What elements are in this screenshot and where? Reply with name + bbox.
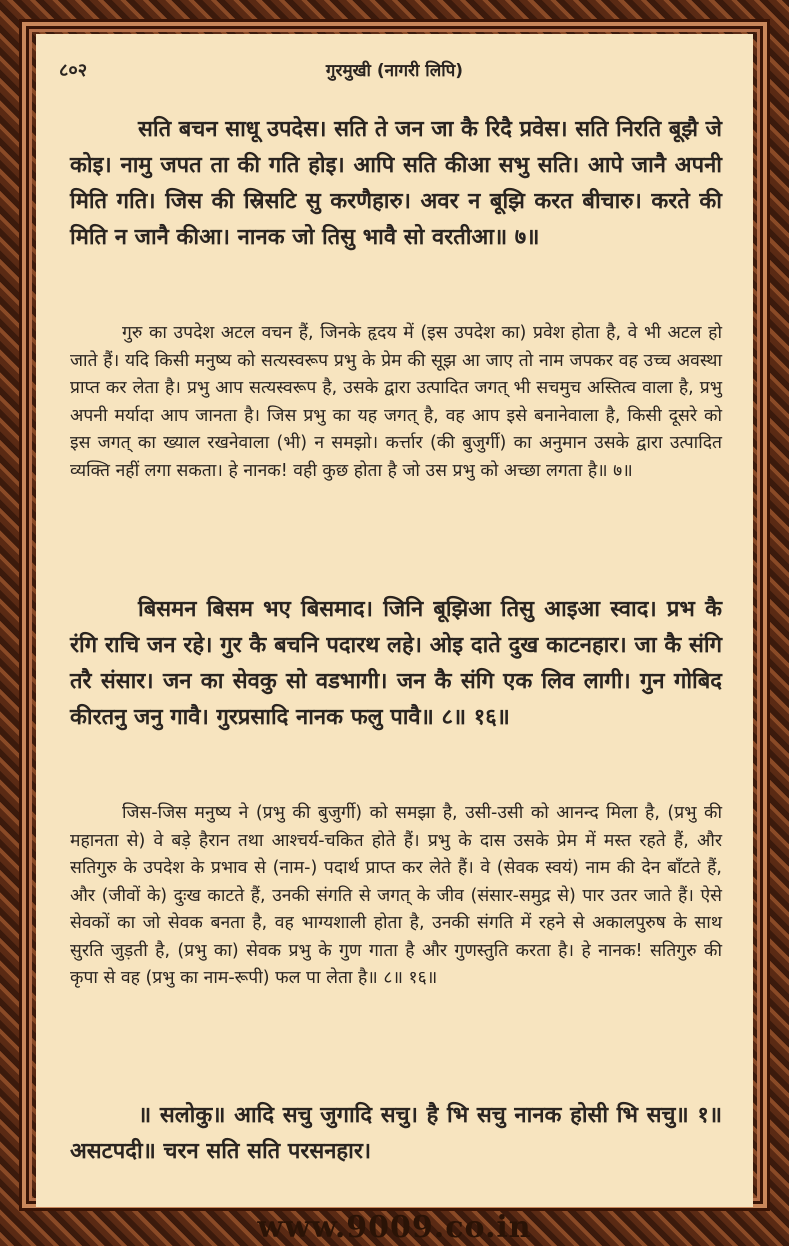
commentary-block-2	[70, 800, 722, 993]
page-title: गुरमुखी (नागरी लिपि)	[325, 61, 464, 81]
commentary-text: जिस-जिस मनुष्य ने (प्रभु की बुजुर्गी) को समझा है, उसी-उसी को आनन्द मिला है, (प्रभु की महानता से) वे बड़े हैरान तथा आश्चर्य-चकित होते हैं। प्रभु के दास उसके प्रेम में मस्त रहते हैं, और सतिगुरु के उपदेश के प्रभाव से (नाम-) पदार्थ प्राप्त कर लेते हैं। वे (सेवक स्वयं) नाम की देन बाँटते हैं, और (जीवों के) दुःख काटते हैं, उनकी संगति से जगत् के जीव (संसार-समुद्र से) पार उतर जाते हैं। ऐसे सेवकों का जो सेवक बनता है, वह भाग्यशाली होता है, उनकी संगति में रहने से अकालपुरुष के साथ सुरति जुड़ती है, (प्रभु का) सेवक प्रभु के गुण गाता है और गुणस्तुति करता है। हे नानक! सतिगुरु की कृपा से वह (प्रभु का नाम-रूपी) फल पा लेता है॥ ८॥ १६॥	[70, 803, 722, 988]
commentary-text: गुरु का उपदेश अटल वचन हैं, जिनके हृदय में (इस उपदेश का) प्रवेश होता है, वे भी अटल हो जाते हैं। यदि किसी मनुष्य को सत्यस्वरूप प्रभु के प्रेम की सूझ आ जाए तो नाम जपकर वह उच्च अवस्था प्राप्त कर लेता है। प्रभु आप सत्यस्वरूप है, उसके द्वारा उत्पादित जगत् भी सचमुच अस्तित्व वाला है, प्रभु अपनी मर्यादा आप जानता है। जिस प्रभु का यह जगत् है, वह आप इसे बनानेवाला है, किसी दूसरे को इस जगत् का ख्याल रखनेवाला (भी) न समझो। कर्त्तार (की बुजुर्गी) का अनुमान उसके द्वारा उत्पादित व्यक्ति नहीं लगा सकता। हे नानक! वही कुछ होता है जो उस प्रभु को अच्छा लगता है॥ ७॥	[70, 323, 722, 481]
verse-text: बिसमन बिसम भए बिसमाद। जिनि बूझिआ तिसु आइआ स्वाद। प्रभ कै रंगि राचि जन रहे। गुर कै बचनि पदारथ लहे। ओइ दाते दुख काटनहार। जा कै संगि तरै संसार। जन का सेवकु सो वडभागी। जन कै संगि एक लिव लागी। गुन गोबिद कीरतनु जनु गावै। गुरप्रसादि नानक फलु पावै॥ ८॥ १६॥	[70, 597, 722, 730]
verse-block-1	[70, 112, 722, 256]
footer-url: www.9009.co.in	[257, 1210, 532, 1245]
verse-text: सति बचन साधू उपदेस। सति ते जन जा कै रिदै प्रवेस। सति निरति बूझै जे कोइ। नामु जपत ता की गति होइ। आपि सति कीआ सभु सति। आपे जानै अपनी मिति गति। जिस की स्रिसटि सु करणैहारु। अवर न बूझि करत बीचारु। करते की मिति न जानै कीआ। नानक जो तिसु भावै सो वरतीआ॥ ७॥	[70, 117, 722, 250]
verse-block-3	[70, 1098, 722, 1170]
verse-block-2	[70, 592, 722, 736]
commentary-block-1	[70, 320, 722, 485]
page-header	[36, 56, 753, 86]
page	[36, 34, 753, 1207]
verse-text: ॥ सलोकु॥ आदि सचु जुगादि सचु। है भि सचु नानक होसी भि सचु॥ १॥ असटपदी॥ चरन सति सति परसनहार।	[70, 1103, 722, 1164]
page-number: ८०२	[59, 60, 88, 81]
